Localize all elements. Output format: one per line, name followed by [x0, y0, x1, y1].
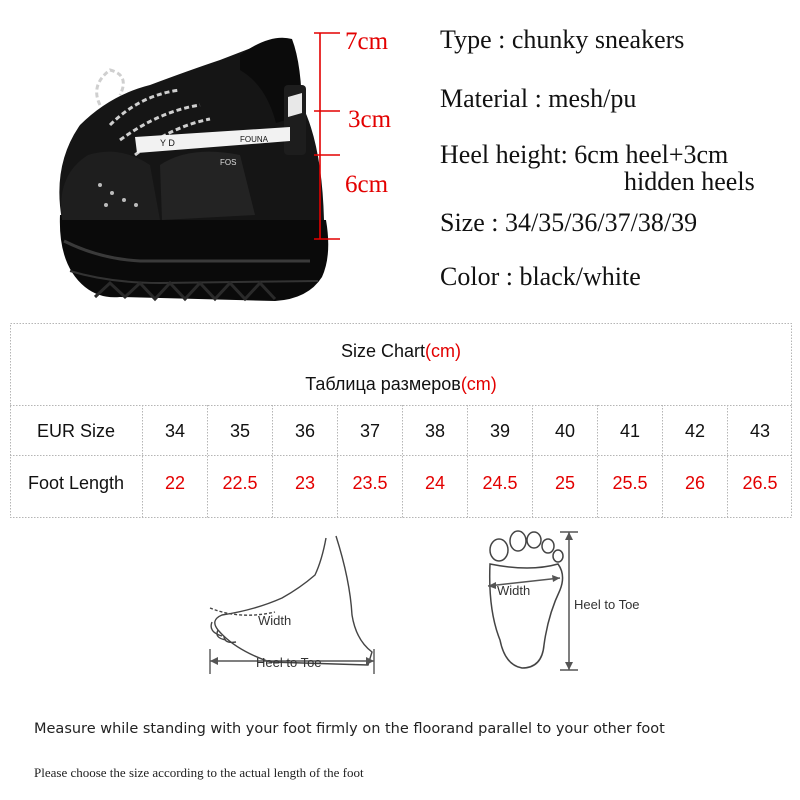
foot-length-cell: 25	[554, 473, 576, 493]
foot-length-cell: 25.5	[612, 473, 648, 493]
spec-heel-height-continued: hidden heels	[624, 167, 755, 196]
spec-size: Size : 34/35/36/37/38/39	[440, 208, 698, 237]
hidden-heel-label: 3cm	[348, 106, 392, 133]
shoe-tag-text: FOUNA	[240, 135, 268, 144]
eur-size-cell: 41	[619, 421, 641, 441]
upper-height-label: 7cm	[345, 28, 389, 55]
top-heel-to-toe-label: Heel to Toe	[574, 597, 640, 612]
eur-size-cell: 35	[229, 421, 251, 441]
eur-size-cell: 42	[684, 421, 706, 441]
foot-length-cell: 26	[684, 473, 706, 493]
product-area	[0, 0, 800, 318]
spec-color: Color : black/white	[440, 262, 641, 291]
spec-type: Type : chunky sneakers	[440, 25, 685, 54]
size-chart-title	[10, 341, 792, 362]
size-chart-title-text: Size Chart	[340, 341, 426, 361]
measuring-instruction: Measure while standing with your foot firmly on the floorand parallel to your other foot	[34, 721, 665, 737]
side-view-foot-diagram	[210, 536, 374, 674]
top-width-label: Width	[497, 583, 531, 598]
foot-measurement-diagrams	[0, 520, 800, 800]
foot-length-cell: 22.5	[222, 473, 258, 493]
size-chart-unit: (cm)	[425, 341, 462, 361]
size-chart-table	[10, 323, 792, 518]
size-selection-note: Please choose the size according to the actual length of the foot	[34, 765, 364, 780]
foot-length-cell: 26.5	[742, 473, 778, 493]
size-chart-unit-russian: (cm)	[460, 374, 497, 394]
eur-size-cell: 43	[749, 421, 771, 441]
foot-length-row-label: Foot Length	[27, 473, 125, 493]
eur-size-cell: 39	[489, 421, 511, 441]
foot-length-cell: 24	[424, 473, 446, 493]
eur-size-cell: 38	[424, 421, 446, 441]
spec-material: Material : mesh/pu	[440, 84, 637, 113]
eur-size-cell: 36	[294, 421, 316, 441]
eur-size-row-label: EUR Size	[36, 421, 116, 441]
shoe-tag-text: FOS	[220, 158, 237, 167]
eur-size-cell: 40	[554, 421, 576, 441]
eur-size-cell: 34	[164, 421, 186, 441]
size-chart-title-russian-text: Таблица размеров	[305, 374, 461, 394]
size-chart-title-russian	[10, 374, 792, 395]
side-heel-to-toe-label: Heel to Toe	[256, 655, 322, 670]
shoe-image	[40, 15, 340, 315]
foot-length-cell: 24.5	[482, 473, 518, 493]
foot-length-cell: 23	[294, 473, 316, 493]
side-width-label: Width	[258, 613, 292, 628]
shoe-tag-text: Y D	[160, 138, 175, 148]
foot-length-cell: 22	[164, 473, 186, 493]
spec-heel-height: Heel height: 6cm heel+3cm	[440, 140, 729, 169]
heel-height-label: 6cm	[345, 171, 389, 198]
top-view-foot-diagram	[488, 531, 578, 670]
eur-size-cell: 37	[359, 421, 381, 441]
foot-length-cell: 23.5	[352, 473, 388, 493]
